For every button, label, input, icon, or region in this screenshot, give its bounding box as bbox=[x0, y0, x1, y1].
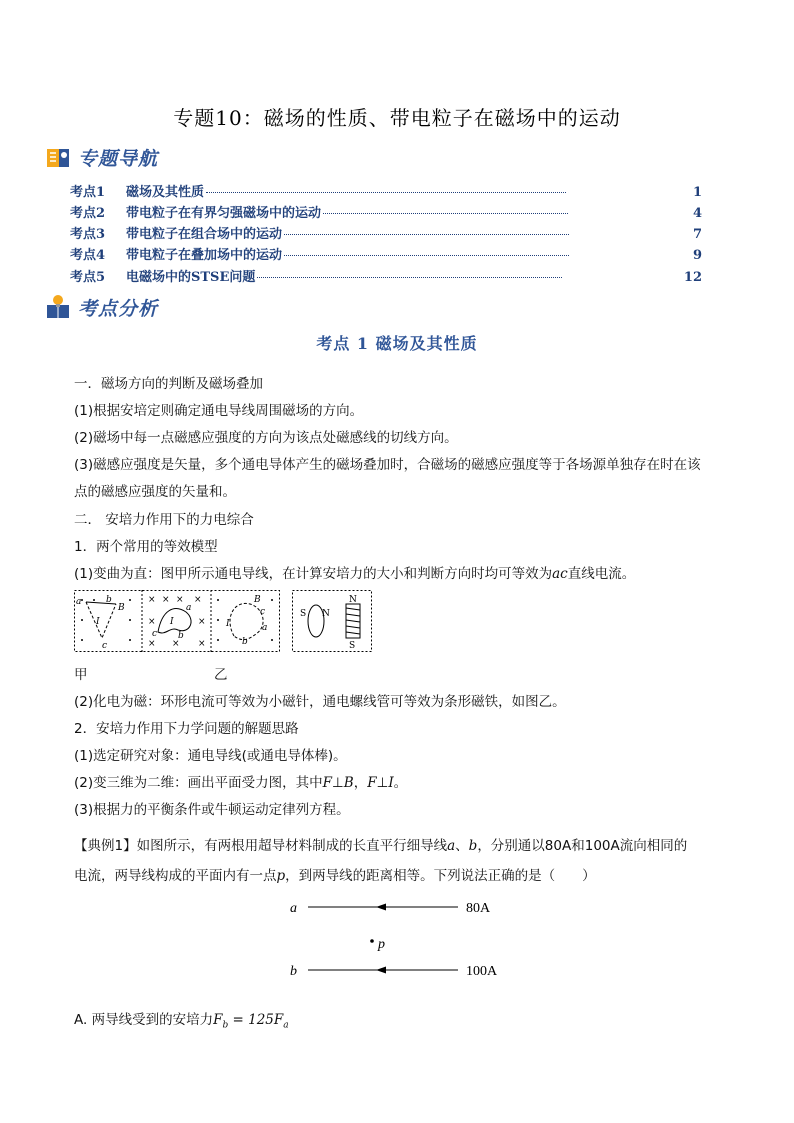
text: ，分别通以80A和100A流向相同的 bbox=[477, 838, 688, 854]
paragraph bbox=[74, 771, 407, 791]
text: 如图所示，有两根用超导材料制成的长直平行细导线 bbox=[136, 838, 448, 854]
cross: × bbox=[198, 617, 206, 627]
bent-wire-1 bbox=[86, 602, 116, 638]
toc-leader bbox=[284, 255, 569, 256]
wire-a-label: a bbox=[290, 901, 297, 916]
subscript: b bbox=[222, 1020, 229, 1031]
label-a: a bbox=[262, 623, 268, 633]
variable: F bbox=[322, 775, 332, 791]
figure-yi bbox=[292, 590, 372, 652]
symbol: ⊥ bbox=[376, 775, 389, 791]
label-I: I bbox=[226, 619, 230, 629]
label-b: b bbox=[242, 637, 248, 647]
analysis-header bbox=[44, 292, 158, 322]
variable: a bbox=[447, 838, 456, 854]
text: A. 两导线受到的安培力 bbox=[74, 1012, 214, 1028]
paragraph: (2)磁场中每一点磁感应强度的方向为该点处磁感线的切线方向。 bbox=[74, 430, 458, 446]
page-title: 专题10：磁场的性质、带电粒子在磁场中的运动 bbox=[173, 106, 621, 130]
cross: × bbox=[198, 639, 206, 649]
paragraph: (1)根据安培定则确定通电导线周围磁场的方向。 bbox=[74, 403, 364, 419]
toc-item-3[interactable] bbox=[70, 223, 702, 241]
text: ， bbox=[353, 775, 368, 791]
text: 。 bbox=[393, 775, 408, 791]
paragraph: 点的磁感应强度的矢量和。 bbox=[74, 484, 236, 500]
toc-leader bbox=[284, 234, 569, 235]
paragraph: (1)选定研究对象：通电导线(或通电导体棒)。 bbox=[74, 748, 347, 764]
label-c: c bbox=[102, 641, 108, 651]
label-c: c bbox=[152, 629, 158, 639]
cross: × bbox=[148, 639, 156, 649]
paragraph: (3)磁感应强度是矢量，多个通电导体产生的磁场叠加时，合磁场的磁感应强度等于各场源单独存在时在该 bbox=[74, 457, 701, 473]
label-I: I bbox=[170, 617, 174, 627]
toc-page: 4 bbox=[692, 206, 702, 221]
label-I: I bbox=[96, 617, 100, 627]
toc-page: 1 bbox=[692, 185, 702, 200]
text: 直线电流。 bbox=[567, 566, 636, 582]
toc-text: 带电粒子在有界匀强磁场中的运动 bbox=[126, 206, 322, 221]
toc-num: 考点5 bbox=[70, 270, 106, 285]
variable: F bbox=[213, 1012, 223, 1028]
toc-num: 考点1 bbox=[70, 185, 106, 200]
section-title: 考点 1 磁场及其性质 bbox=[316, 334, 478, 353]
toc-text: 带电粒子在组合场中的运动 bbox=[126, 227, 283, 242]
toc-num: 考点4 bbox=[70, 248, 106, 263]
toc-page: 12 bbox=[683, 270, 702, 285]
text: 、 bbox=[455, 838, 469, 854]
toc-text: 带电粒子在叠加场中的运动 bbox=[126, 248, 283, 263]
heading-two: 二． 安培力作用下的力电综合 bbox=[74, 512, 254, 528]
toc-text: 磁场及其性质 bbox=[126, 185, 205, 200]
label-b: b bbox=[178, 631, 184, 641]
symbol: ⊥ bbox=[332, 775, 344, 791]
wire-b-label: b bbox=[290, 964, 297, 979]
heading-one: 一．磁场方向的判断及磁场叠加 bbox=[74, 376, 263, 392]
variable: p bbox=[276, 868, 286, 884]
lightbulb-book-icon bbox=[44, 293, 72, 321]
toc-page: 7 bbox=[692, 227, 702, 242]
current-a: 80A bbox=[466, 901, 491, 916]
toc-page: 9 bbox=[692, 248, 702, 263]
toc-num: 考点3 bbox=[70, 227, 106, 242]
text: (2)变三维为二维：画出平面受力图，其中 bbox=[74, 775, 323, 791]
label-a: a bbox=[76, 597, 82, 607]
option-a[interactable] bbox=[74, 1008, 289, 1031]
example-line-1 bbox=[74, 834, 687, 854]
toc-num: 考点2 bbox=[70, 206, 106, 221]
nav-header-text: 专题导航 bbox=[78, 147, 159, 170]
caption-yi: 乙 bbox=[214, 667, 228, 683]
toc-leader bbox=[257, 277, 562, 278]
analysis-header-text: 考点分析 bbox=[78, 297, 159, 320]
toc-item-2[interactable] bbox=[70, 202, 702, 220]
cross: × bbox=[148, 617, 156, 627]
toc-item-1[interactable] bbox=[70, 181, 702, 199]
subscript: a bbox=[283, 1020, 289, 1031]
text: 电流，两导线构成的平面内有一点 bbox=[74, 868, 277, 884]
cross: × bbox=[194, 595, 202, 605]
nav-header bbox=[44, 142, 158, 172]
pole-s: S bbox=[300, 609, 307, 619]
pole-n: N bbox=[349, 595, 357, 605]
wire-b-arrow-icon bbox=[376, 967, 386, 974]
point-p-label: p bbox=[378, 937, 385, 952]
text: ，到两导线的距离相等。下列说法正确的是（ ） bbox=[285, 868, 596, 884]
variable: ac bbox=[552, 566, 568, 582]
toc-item-4[interactable] bbox=[70, 244, 702, 262]
toc-item-5[interactable] bbox=[70, 266, 702, 284]
variable: B bbox=[343, 775, 354, 791]
variable: I bbox=[388, 775, 394, 791]
example-line-2 bbox=[74, 864, 596, 884]
cross: × bbox=[172, 639, 180, 649]
formula: = 125F bbox=[228, 1012, 284, 1028]
point-p-dot bbox=[370, 939, 374, 943]
label-B: B bbox=[118, 603, 125, 613]
label-c: B bbox=[254, 595, 261, 605]
text: (1)变曲为直：图甲所示通电导线，在计算安培力的大小和判断方向时均可等效为 bbox=[74, 566, 553, 582]
subheading: 2．安培力作用下力学问题的解题思路 bbox=[74, 721, 299, 737]
subheading: 1．两个常用的等效模型 bbox=[74, 539, 218, 555]
figure-parallel-wires bbox=[280, 894, 510, 984]
label-a: a bbox=[186, 603, 192, 613]
cross: × bbox=[148, 595, 156, 605]
nav-book-icon bbox=[44, 143, 72, 171]
cross: × bbox=[176, 595, 184, 605]
example-tag: 【典例1】 bbox=[74, 838, 137, 854]
label-b: b bbox=[106, 595, 112, 605]
pole-n: N bbox=[322, 609, 330, 619]
variable: b bbox=[468, 838, 478, 854]
label-B: c bbox=[260, 607, 266, 617]
figure-jia bbox=[74, 590, 280, 652]
paragraph: (2)化电为磁：环形电流可等效为小磁针，通电螺线管可等效为条形磁铁，如图乙。 bbox=[74, 694, 566, 710]
current-b: 100A bbox=[466, 964, 498, 979]
paragraph bbox=[74, 562, 635, 582]
caption-jia: 甲 bbox=[74, 667, 88, 683]
field-crosses-2 bbox=[148, 595, 206, 649]
loop-wire-3 bbox=[230, 603, 266, 639]
solenoid-coils bbox=[346, 608, 360, 634]
variable: F bbox=[367, 775, 377, 791]
pole-s: S bbox=[349, 641, 356, 651]
toc-leader bbox=[206, 192, 566, 193]
toc-text: 电磁场中的STSE问题 bbox=[126, 270, 256, 285]
paragraph: (3)根据力的平衡条件或牛顿运动定律列方程。 bbox=[74, 802, 350, 818]
wire-a-arrow-icon bbox=[376, 904, 386, 911]
cross: × bbox=[162, 595, 170, 605]
toc-leader bbox=[323, 213, 568, 214]
